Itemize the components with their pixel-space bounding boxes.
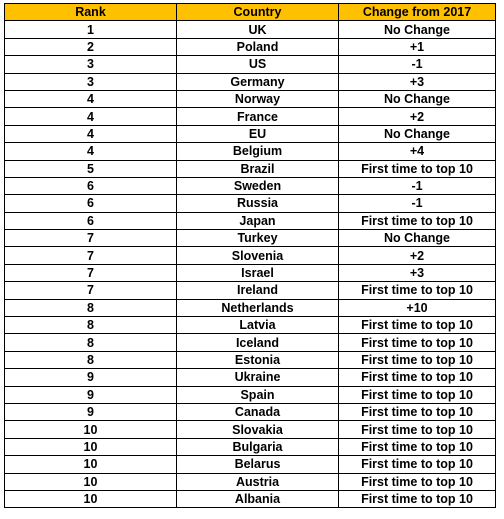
change-cell: No Change [339, 90, 496, 107]
change-cell: First time to top 10 [339, 421, 496, 438]
rank-cell: 8 [5, 299, 177, 316]
rank-cell: 3 [5, 73, 177, 90]
table-row [5, 282, 496, 299]
country-cell: Iceland [177, 334, 339, 351]
change-cell: First time to top 10 [339, 282, 496, 299]
rank-cell: 4 [5, 143, 177, 160]
table-row [5, 317, 496, 334]
rank-cell: 8 [5, 317, 177, 334]
change-cell: First time to top 10 [339, 438, 496, 455]
table-row [5, 369, 496, 386]
country-cell: Netherlands [177, 299, 339, 316]
rank-cell: 9 [5, 403, 177, 420]
country-cell: UK [177, 21, 339, 38]
header-change: Change from 2017 [339, 4, 496, 21]
table-row [5, 21, 496, 38]
change-cell: First time to top 10 [339, 490, 496, 507]
country-cell: Germany [177, 73, 339, 90]
ranking-table [4, 3, 496, 508]
table-row [5, 195, 496, 212]
rank-cell: 4 [5, 90, 177, 107]
change-cell: First time to top 10 [339, 351, 496, 368]
change-cell: First time to top 10 [339, 317, 496, 334]
rank-cell: 6 [5, 212, 177, 229]
table-row [5, 73, 496, 90]
rank-cell: 6 [5, 177, 177, 194]
change-cell: No Change [339, 230, 496, 247]
table-row [5, 386, 496, 403]
change-cell: +4 [339, 143, 496, 160]
country-cell: Belarus [177, 456, 339, 473]
table-body [5, 21, 496, 508]
rank-cell: 9 [5, 386, 177, 403]
rank-cell: 10 [5, 456, 177, 473]
table-row [5, 473, 496, 490]
rank-cell: 7 [5, 282, 177, 299]
country-cell: Turkey [177, 230, 339, 247]
table-row [5, 247, 496, 264]
country-cell: Ireland [177, 282, 339, 299]
table-row [5, 264, 496, 281]
header-row [5, 4, 496, 21]
table-row [5, 490, 496, 507]
country-cell: Latvia [177, 317, 339, 334]
country-cell: Russia [177, 195, 339, 212]
rank-cell: 8 [5, 334, 177, 351]
change-cell: First time to top 10 [339, 212, 496, 229]
table-row [5, 438, 496, 455]
table-row [5, 351, 496, 368]
change-cell: +3 [339, 73, 496, 90]
table-row [5, 212, 496, 229]
change-cell: No Change [339, 21, 496, 38]
country-cell: Austria [177, 473, 339, 490]
country-cell: Slovakia [177, 421, 339, 438]
change-cell: -1 [339, 195, 496, 212]
table-row [5, 143, 496, 160]
country-cell: Poland [177, 38, 339, 55]
country-cell: Canada [177, 403, 339, 420]
table-row [5, 299, 496, 316]
table-row [5, 334, 496, 351]
header-country: Country [177, 4, 339, 21]
rank-cell: 7 [5, 247, 177, 264]
table-row [5, 403, 496, 420]
rank-cell: 2 [5, 38, 177, 55]
rank-cell: 3 [5, 56, 177, 73]
rank-cell: 8 [5, 351, 177, 368]
change-cell: +1 [339, 38, 496, 55]
country-cell: Slovenia [177, 247, 339, 264]
rank-cell: 7 [5, 264, 177, 281]
rank-cell: 9 [5, 369, 177, 386]
country-cell: Bulgaria [177, 438, 339, 455]
change-cell: -1 [339, 177, 496, 194]
country-cell: Norway [177, 90, 339, 107]
change-cell: First time to top 10 [339, 386, 496, 403]
rank-cell: 6 [5, 195, 177, 212]
country-cell: Albania [177, 490, 339, 507]
change-cell: First time to top 10 [339, 160, 496, 177]
rank-cell: 1 [5, 21, 177, 38]
country-cell: EU [177, 125, 339, 142]
change-cell: First time to top 10 [339, 456, 496, 473]
rank-cell: 7 [5, 230, 177, 247]
table-row [5, 108, 496, 125]
rank-cell: 10 [5, 473, 177, 490]
rank-cell: 5 [5, 160, 177, 177]
table-row [5, 160, 496, 177]
change-cell: +2 [339, 108, 496, 125]
table-row [5, 230, 496, 247]
rank-cell: 4 [5, 125, 177, 142]
country-cell: Israel [177, 264, 339, 281]
country-cell: US [177, 56, 339, 73]
change-cell: No Change [339, 125, 496, 142]
change-cell: First time to top 10 [339, 473, 496, 490]
country-cell: Belgium [177, 143, 339, 160]
change-cell: +10 [339, 299, 496, 316]
country-cell: Sweden [177, 177, 339, 194]
country-cell: Spain [177, 386, 339, 403]
country-cell: Brazil [177, 160, 339, 177]
table-row [5, 125, 496, 142]
change-cell: First time to top 10 [339, 334, 496, 351]
country-cell: Japan [177, 212, 339, 229]
country-cell: Estonia [177, 351, 339, 368]
table-row [5, 177, 496, 194]
change-cell: First time to top 10 [339, 369, 496, 386]
rank-cell: 10 [5, 438, 177, 455]
change-cell: +3 [339, 264, 496, 281]
header-rank: Rank [5, 4, 177, 21]
table-row [5, 56, 496, 73]
ranking-table-container [4, 3, 496, 508]
change-cell: First time to top 10 [339, 403, 496, 420]
table-header [5, 4, 496, 21]
table-row [5, 456, 496, 473]
change-cell: -1 [339, 56, 496, 73]
rank-cell: 10 [5, 490, 177, 507]
table-row [5, 38, 496, 55]
table-row [5, 421, 496, 438]
change-cell: +2 [339, 247, 496, 264]
rank-cell: 10 [5, 421, 177, 438]
country-cell: Ukraine [177, 369, 339, 386]
rank-cell: 4 [5, 108, 177, 125]
table-row [5, 90, 496, 107]
country-cell: France [177, 108, 339, 125]
